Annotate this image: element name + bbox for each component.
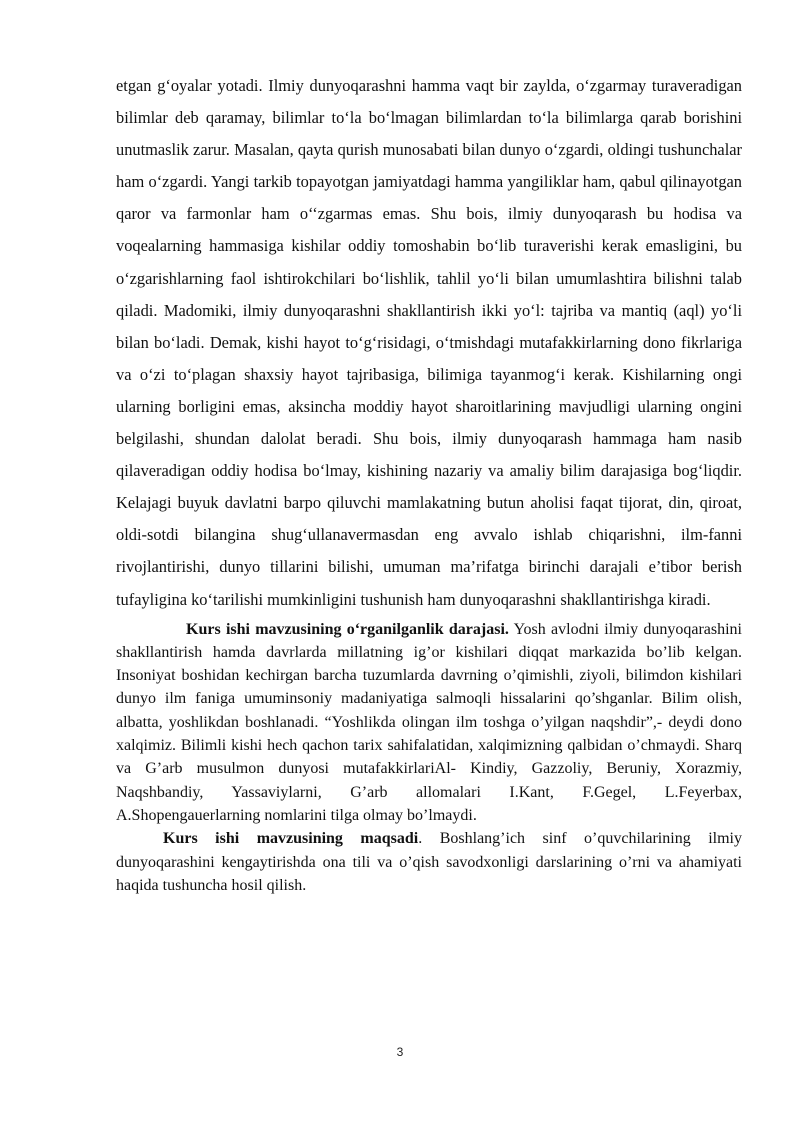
body-paragraph-3: [116, 827, 742, 897]
section-heading-goal: Kurs ishi mavzusining maqsadi: [163, 830, 419, 848]
body-paragraph-1: etgan g‘oyalar yotadi. Ilmiy dunyoqarashni hamma vaqt bir zaylda, o‘zgarmay turaveradigan bilimlar deb qaramay, bilimlar to‘la bo‘lmagan bilimlardan to‘la bilimlarga qarab borishini unutmaslik zarur. Masalan, qayta qurish munosabati bilan dunyo o‘zgardi, oldingi tushunchalar ham o‘zgardi. Yangi tarkib topayotgan jamiyatdagi hamma yangiliklar ham, qabul qilinayotgan qaror va farmonlar ham o‘‘zgarmas emas. Shu bois, ilmiy dunyoqarash bu hodisa va voqealarning hammasiga kishilar oddiy tomoshabin bo‘lib turaverishi kerak emasligini, bu o‘zgarishlarning faol ishtirokchilari bo‘lishlik, tahlil yo‘li bilan umumlashtira bilishni talab qiladi. Madomiki, ilmiy dunyoqarashni shakllantirish ikki yo‘l: tajriba va mantiq (aql) yo‘li bilan bo‘ladi. Demak, kishi hayot to‘g‘risidagi, o‘tmishdagi mutafakkirlarning dono fikrlariga va o‘zi to‘plagan shaxsiy hayot tajribasiga, bilimiga tayanmog‘i kerak. Kishilarning ongi ularning borligini emas, aksincha moddiy hayot sharoitlarining mavjudligi ularning ongini belgilashi, shundan dalolat beradi. Shu bois, ilmiy dunyoqarash hammaga ham nasib qilaveradigan oddiy hodisa bo‘lmay, kishining nazariy va amaliy bilim darajasiga bog‘liqdir. Kelajagi buyuk davlatni barpo qiluvchi mamlakatning butun aholisi faqat tijorat, din, qiroat, oldi-sotdi bilangina shug‘ullanavermasdan eng avvalo ishlab chiqarishni, ilm-fanni rivojlantirishi, dunyo tillarini bilishi, umuman ma’rifatga birinchi darajali e’tibor berish tufayligina ko‘tarilishi mumkinligini tushunish ham dunyoqarashni shakllantirishga kiradi.: [116, 76, 742, 609]
document-page: [116, 70, 742, 897]
paragraph-2-text: Yosh avlodni ilmiy dunyoqarashini shakllantirish hamda davrlarda millatning ig’or kishilari diqqat markazida bo’lib kelgan. Insoniyat boshidan kechirgan barcha tuzumlarda davrning o’qimishli, ziyoli, bilimdon kishilari dunyo ilm faniga umuminsoniy madaniyatiga salmoqli hissalarini qo’shganlar. Bilim olish, albatta, yoshlikdan boshlanadi. “Yoshlikda olingan ilm toshga o’yilgan naqshdir”,- deydi dono xalqimiz. Bilimli kishi hech qachon tarix sahifalatidan, xalqimizning qalbidan o’chmaydi. Sharq va G’arb musulmon dunyosi mutafakkirlariAl- Kindiy, Gazzoliy, Beruniy, Xorazmiy, Naqshbandiy, Yassaviylarni, G’arb allomalari I.Kant, F.Gegel, L.Feyerbax, A.Shopengauerlarning nomlarini tilga olmay bo’lmaydi.: [116, 620, 742, 824]
paragraph-3-text: . Boshlang’ich sinf o’quvchilarining ilmiy dunyoqarashini kengaytirishda ona tili va o’qish savodxonligi darslarining o’rni va ahamiyati haqida tushuncha hosil qilish.: [116, 830, 742, 894]
section-heading-research-level: Kurs ishi mavzusining o‘rganilganlik darajasi.: [186, 620, 509, 638]
body-paragraph-2: [116, 618, 742, 828]
page-number: 3: [396, 1045, 404, 1059]
